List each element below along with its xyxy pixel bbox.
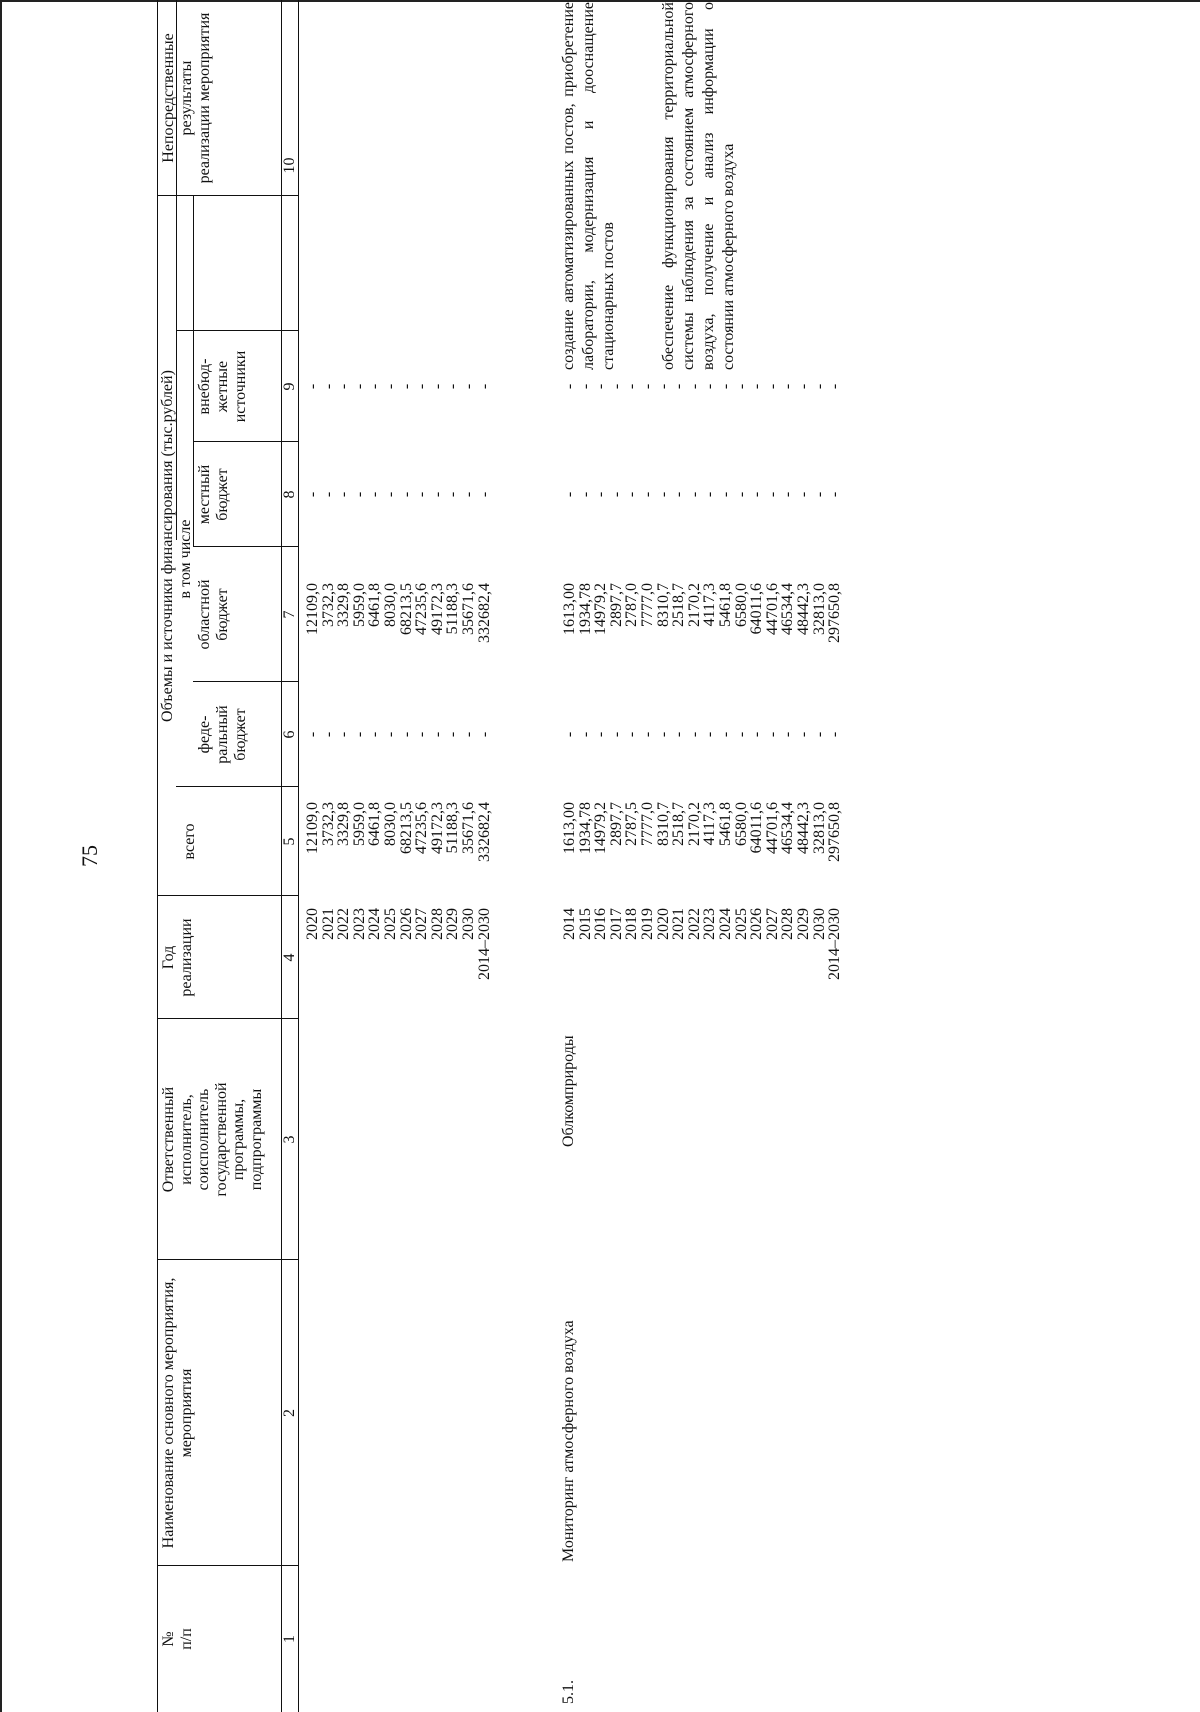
block2-extra-cell: - [670, 383, 688, 390]
block1-regional-cell: 47235,6 [413, 583, 431, 635]
header-extra-text: внебюд- жетные источники [196, 350, 249, 423]
block2-local-cell: - [826, 491, 844, 498]
block2-federal-cell: - [794, 731, 812, 738]
block1-regional-cell: 35671,6 [459, 583, 477, 635]
block2-name: Мониторинг атмосферного воздуха [560, 1320, 577, 1562]
block2-number: 5.1. [560, 1680, 577, 1704]
header-total [181, 787, 199, 896]
header-regional [196, 547, 232, 682]
block1-federal-cell: - [428, 731, 446, 738]
block2-extra-cell: - [685, 383, 703, 390]
header-including-text: в том числе [177, 519, 194, 599]
block1-federal-cell: - [366, 731, 384, 738]
block1-federal-cell: - [350, 731, 368, 738]
header-executor [160, 1019, 266, 1260]
block2-total-cell: 7777,0 [638, 802, 656, 846]
block2-local-cell: - [810, 491, 828, 498]
block2-extra-cell: - [638, 383, 656, 390]
block2-regional-cell: 2170,2 [685, 583, 703, 627]
header-number-text: № п/п [160, 1628, 195, 1650]
block1-local-cell: - [304, 491, 321, 498]
block1-regional-cell: 6461,8 [366, 583, 384, 627]
block1-total-cell: 3329,8 [335, 802, 353, 846]
block1-extra-cell: - [413, 383, 431, 390]
column-number: 5 [281, 837, 298, 846]
block1-local-cell: - [381, 491, 399, 498]
block2-total-cell: 8310,7 [654, 802, 672, 846]
block1-federal-cell: - [475, 731, 493, 738]
block2-local-cell: - [732, 491, 750, 498]
block2-total-cell: 46534,4 [779, 802, 797, 854]
block2-extra-cell: - [654, 383, 672, 390]
block2-local-cell: - [654, 491, 672, 498]
header-executor-text: Ответственный исполнитель, соисполнитель государственной программы, подпрограммы [160, 1082, 265, 1197]
block2-total-cell: 44701,6 [763, 802, 781, 854]
block2-federal-cell: - [576, 731, 594, 738]
block2-federal-cell: - [748, 731, 766, 738]
header-name [160, 1260, 196, 1566]
block1-extra [305, 331, 492, 442]
block2-total-cell: 5461,8 [716, 802, 734, 846]
block2-local-cell: - [638, 491, 656, 498]
block2-federal-cell: - [561, 731, 578, 738]
block2-total-cell: 48442,3 [794, 802, 812, 854]
block1-federal-cell: - [335, 731, 353, 738]
header-federal [196, 682, 250, 787]
column-number: 8 [281, 490, 298, 499]
header-total-text: всего [181, 823, 198, 860]
block2-extra-cell: - [716, 383, 734, 390]
block1-federal-cell: - [381, 731, 399, 738]
block2-federal-cell: - [685, 731, 703, 738]
block2-total-cell: 1934,78 [576, 802, 594, 854]
block1-federal-cell: - [319, 731, 337, 738]
block1-regional-cell: 49172,3 [428, 583, 446, 635]
block1-federal-cell: - [459, 731, 477, 738]
header-regional-text: областной бюджет [196, 579, 231, 650]
block2-years-cell: 2018 [623, 908, 641, 940]
block2-total-cell: 297650,8 [826, 802, 844, 862]
block2-regional [562, 583, 843, 682]
block2-extra-cell: - [701, 383, 719, 390]
header-local [196, 442, 232, 547]
block1-years-cell: 2025 [381, 908, 399, 940]
block2-regional-cell: 46534,4 [779, 583, 797, 635]
block2-local-cell: - [716, 491, 734, 498]
header-including [177, 331, 195, 787]
block1-local-cell: - [366, 491, 384, 498]
column-number: 2 [281, 1409, 298, 1417]
block2-regional-cell: 7777,0 [638, 583, 656, 627]
block2-local-cell: - [670, 491, 688, 498]
block1-regional-cell: 68213,5 [397, 583, 415, 635]
block1-total-cell: 49172,3 [428, 802, 446, 854]
block2-years-cell: 2027 [763, 908, 781, 940]
page-number: 75 [77, 845, 102, 867]
block2-years-cell: 2026 [748, 908, 766, 940]
block2-regional-cell: 2897,7 [607, 583, 625, 627]
block1-total-cell: 332682,4 [475, 802, 493, 862]
column-number: 1 [281, 1635, 298, 1643]
block2-regional-cell: 5461,8 [716, 583, 734, 627]
block2-extra-cell: - [810, 383, 828, 390]
block2-years [562, 908, 843, 1019]
block1-total-cell: 3732,3 [319, 802, 337, 846]
block2-total-cell: 6580,0 [732, 802, 750, 846]
block2-total-cell: 64011,6 [748, 802, 766, 854]
block1-years-cell: 2020 [304, 908, 321, 940]
block1-total [305, 802, 492, 896]
block1-regional-cell: 3329,8 [335, 583, 353, 627]
block1-regional-cell: 8030,0 [381, 583, 399, 627]
block2-years-cell: 2022 [685, 908, 703, 940]
block2-extra-cell: - [763, 383, 781, 390]
block2-local [562, 442, 843, 547]
block1-years [305, 908, 492, 1019]
block2-regional-cell: 2787,0 [623, 583, 641, 627]
block2-federal-cell: - [638, 731, 656, 738]
block2-local-cell: - [607, 491, 625, 498]
block2-federal-cell: - [670, 731, 688, 738]
header-local-text: местный бюджет [196, 464, 231, 525]
block2-regional-cell: 44701,6 [763, 583, 781, 635]
block2-local-cell: - [748, 491, 766, 498]
block1-regional [305, 583, 492, 682]
block1-extra-cell: - [335, 383, 353, 390]
column-number: 7 [281, 610, 298, 619]
block2-total [562, 802, 843, 896]
block2-executor: Облкомприроды [560, 1035, 577, 1147]
block1-years-cell: 2028 [428, 908, 446, 940]
block2-years-cell: 2029 [794, 908, 812, 940]
block1-years-cell: 2026 [397, 908, 415, 940]
block1-extra-cell: - [350, 383, 368, 390]
block2-federal-cell: - [716, 731, 734, 738]
header-name-text: Наименование основного мероприятия, мероприятия [160, 1277, 195, 1549]
block2-result-1: создание автоматизированных постов, приобретение лаборатории, модернизация и дооснащение стационарных постов [560, 2, 617, 370]
block1-regional-cell: 5959,0 [350, 583, 368, 627]
block1-years-cell: 2029 [444, 908, 462, 940]
block2-local-cell: - [592, 491, 610, 498]
block2-local-cell: - [794, 491, 812, 498]
block2-extra-cell: - [592, 383, 610, 390]
block1-local-cell: - [444, 491, 462, 498]
header-funding-group [159, 196, 177, 896]
column-number: 3 [281, 1135, 298, 1144]
block2-years-cell: 2014 [561, 908, 578, 940]
block2-extra-cell: - [779, 383, 797, 390]
header-results-text: Непосредственные результаты реализации мероприятия [160, 12, 213, 184]
block1-extra-cell: - [366, 383, 384, 390]
block2-federal-cell: - [826, 731, 844, 738]
block1-federal-cell: - [413, 731, 431, 738]
column-number: 4 [281, 953, 298, 962]
block1-extra-cell: - [304, 383, 321, 390]
block1-years-cell: 2021 [319, 908, 337, 940]
table-top-border [157, 0, 158, 1712]
block2-regional-cell: 1934,78 [576, 583, 594, 635]
block2-regional-cell: 4117,3 [701, 583, 719, 627]
block1-local-cell: - [397, 491, 415, 498]
block2-extra-cell: - [794, 383, 812, 390]
block1-total-cell: 51188,3 [444, 802, 462, 854]
block2-federal-cell: - [779, 731, 797, 738]
block1-extra-cell: - [381, 383, 399, 390]
block1-years-cell: 2023 [350, 908, 368, 940]
block2-regional-cell: 48442,3 [794, 583, 812, 635]
block2-years-cell: 2028 [779, 908, 797, 940]
header-year [160, 896, 196, 1019]
block1-local-cell: - [335, 491, 353, 498]
block2-local-cell: - [623, 491, 641, 498]
block2-federal-cell: - [701, 731, 719, 738]
block1-local-cell: - [459, 491, 477, 498]
block2-federal-cell: - [607, 731, 625, 738]
block1-total-cell: 8030,0 [381, 802, 399, 846]
block2-total-cell: 2170,2 [685, 802, 703, 846]
block1-local-cell: - [319, 491, 337, 498]
block1-total-cell: 12109,0 [304, 802, 321, 854]
block1-federal-cell: - [397, 731, 415, 738]
block2-result-2: обеспечение функционирования территориальной системы наблюдения за состоянием атмосферного воздуха, получение и анализ информации о состоянии атмосферного воздуха [660, 2, 737, 370]
header-funding-group-text: Объемы и источники финансирования (тыс.рублей) [159, 370, 176, 722]
block1-years-cell: 2022 [335, 908, 353, 940]
block2-years-cell: 2025 [732, 908, 750, 940]
block2-federal-cell: - [732, 731, 750, 738]
block1-years-cell: 2030 [459, 908, 477, 940]
block1-total-cell: 68213,5 [397, 802, 415, 854]
header-results [160, 0, 214, 196]
column-number: 10 [281, 157, 298, 174]
block2-regional-cell: 1613,00 [561, 583, 578, 635]
block1-local-cell: - [413, 491, 431, 498]
block2-local-cell: - [701, 491, 719, 498]
header-federal-text: феде- ральный бюджет [196, 705, 249, 764]
block2-years-cell: 2023 [701, 908, 719, 940]
block2-extra-cell: - [623, 383, 641, 390]
block2-total-cell: 32813,0 [810, 802, 828, 854]
block2-local-cell: - [685, 491, 703, 498]
block2-regional-cell: 14979,2 [592, 583, 610, 635]
block2-extra-cell: - [607, 383, 625, 390]
block1-regional-cell: 332682,4 [475, 583, 493, 643]
block2-total-cell: 4117,3 [701, 802, 719, 846]
block1-extra-cell: - [428, 383, 446, 390]
block2-regional-cell: 6580,0 [732, 583, 750, 627]
block2-years-cell: 2024 [716, 908, 734, 940]
block2-extra-cell: - [826, 383, 844, 390]
block1-federal [305, 682, 492, 787]
block1-local-cell: - [475, 491, 493, 498]
block1-total-cell: 47235,6 [413, 802, 431, 854]
block2-federal-cell: - [654, 731, 672, 738]
header-extra [196, 331, 250, 442]
column-number: 9 [281, 382, 298, 391]
block2-total-cell: 14979,2 [592, 802, 610, 854]
block2-federal-cell: - [592, 731, 610, 738]
block2-extra-cell: - [576, 383, 594, 390]
block2-extra-cell: - [732, 383, 750, 390]
header-number [160, 1566, 196, 1712]
block1-federal-cell: - [304, 731, 321, 738]
block2-local-cell: - [561, 491, 578, 498]
block2-years-cell: 2020 [654, 908, 672, 940]
block1-extra-cell: - [475, 383, 493, 390]
block2-local-cell: - [763, 491, 781, 498]
block2-total-cell: 2518,7 [670, 802, 688, 846]
block1-regional-cell: 3732,3 [319, 583, 337, 627]
block2-years-cell: 2021 [670, 908, 688, 940]
block1-years-cell: 2014–2030 [475, 908, 493, 980]
block2-years-cell: 2019 [638, 908, 656, 940]
block2-federal [562, 682, 843, 787]
block2-years-cell: 2017 [607, 908, 625, 940]
block1-local-cell: - [428, 491, 446, 498]
block2-extra-cell: - [561, 383, 578, 390]
block1-years-cell: 2027 [413, 908, 431, 940]
block2-regional-cell: 2518,7 [670, 583, 688, 627]
block1-years-cell: 2024 [366, 908, 384, 940]
block2-federal-cell: - [763, 731, 781, 738]
block1-total-cell: 5959,0 [350, 802, 368, 846]
block2-years-cell: 2014–2030 [826, 908, 844, 980]
block1-regional-cell: 51188,3 [444, 583, 462, 635]
block2-local-cell: - [576, 491, 594, 498]
block2-regional-cell: 8310,7 [654, 583, 672, 627]
block1-total-cell: 6461,8 [366, 802, 384, 846]
block1-federal-cell: - [444, 731, 462, 738]
block2-federal-cell: - [623, 731, 641, 738]
block1-extra-cell: - [319, 383, 337, 390]
block2-regional-cell: 32813,0 [810, 583, 828, 635]
block2-federal-cell: - [810, 731, 828, 738]
block2-regional-cell: 64011,6 [748, 583, 766, 635]
header-year-text: Год реализации [160, 918, 195, 997]
block1-local-cell: - [350, 491, 368, 498]
block2-regional-cell: 297650,8 [826, 583, 844, 643]
block1-total-cell: 35671,6 [459, 802, 477, 854]
block1-extra-cell: - [444, 383, 462, 390]
block2-local-cell: - [779, 491, 797, 498]
block2-total-cell: 2897,7 [607, 802, 625, 846]
block2-years-cell: 2015 [576, 908, 594, 940]
block1-extra-cell: - [459, 383, 477, 390]
block2-total-cell: 1613,00 [561, 802, 578, 854]
block2-years-cell: 2030 [810, 908, 828, 940]
block2-total-cell: 2787,5 [623, 802, 641, 846]
column-number: 6 [281, 730, 298, 739]
block1-regional-cell: 12109,0 [304, 583, 321, 635]
block1-extra-cell: - [397, 383, 415, 390]
block2-years-cell: 2016 [592, 908, 610, 940]
block1-local [305, 442, 492, 547]
block2-extra-cell: - [748, 383, 766, 390]
